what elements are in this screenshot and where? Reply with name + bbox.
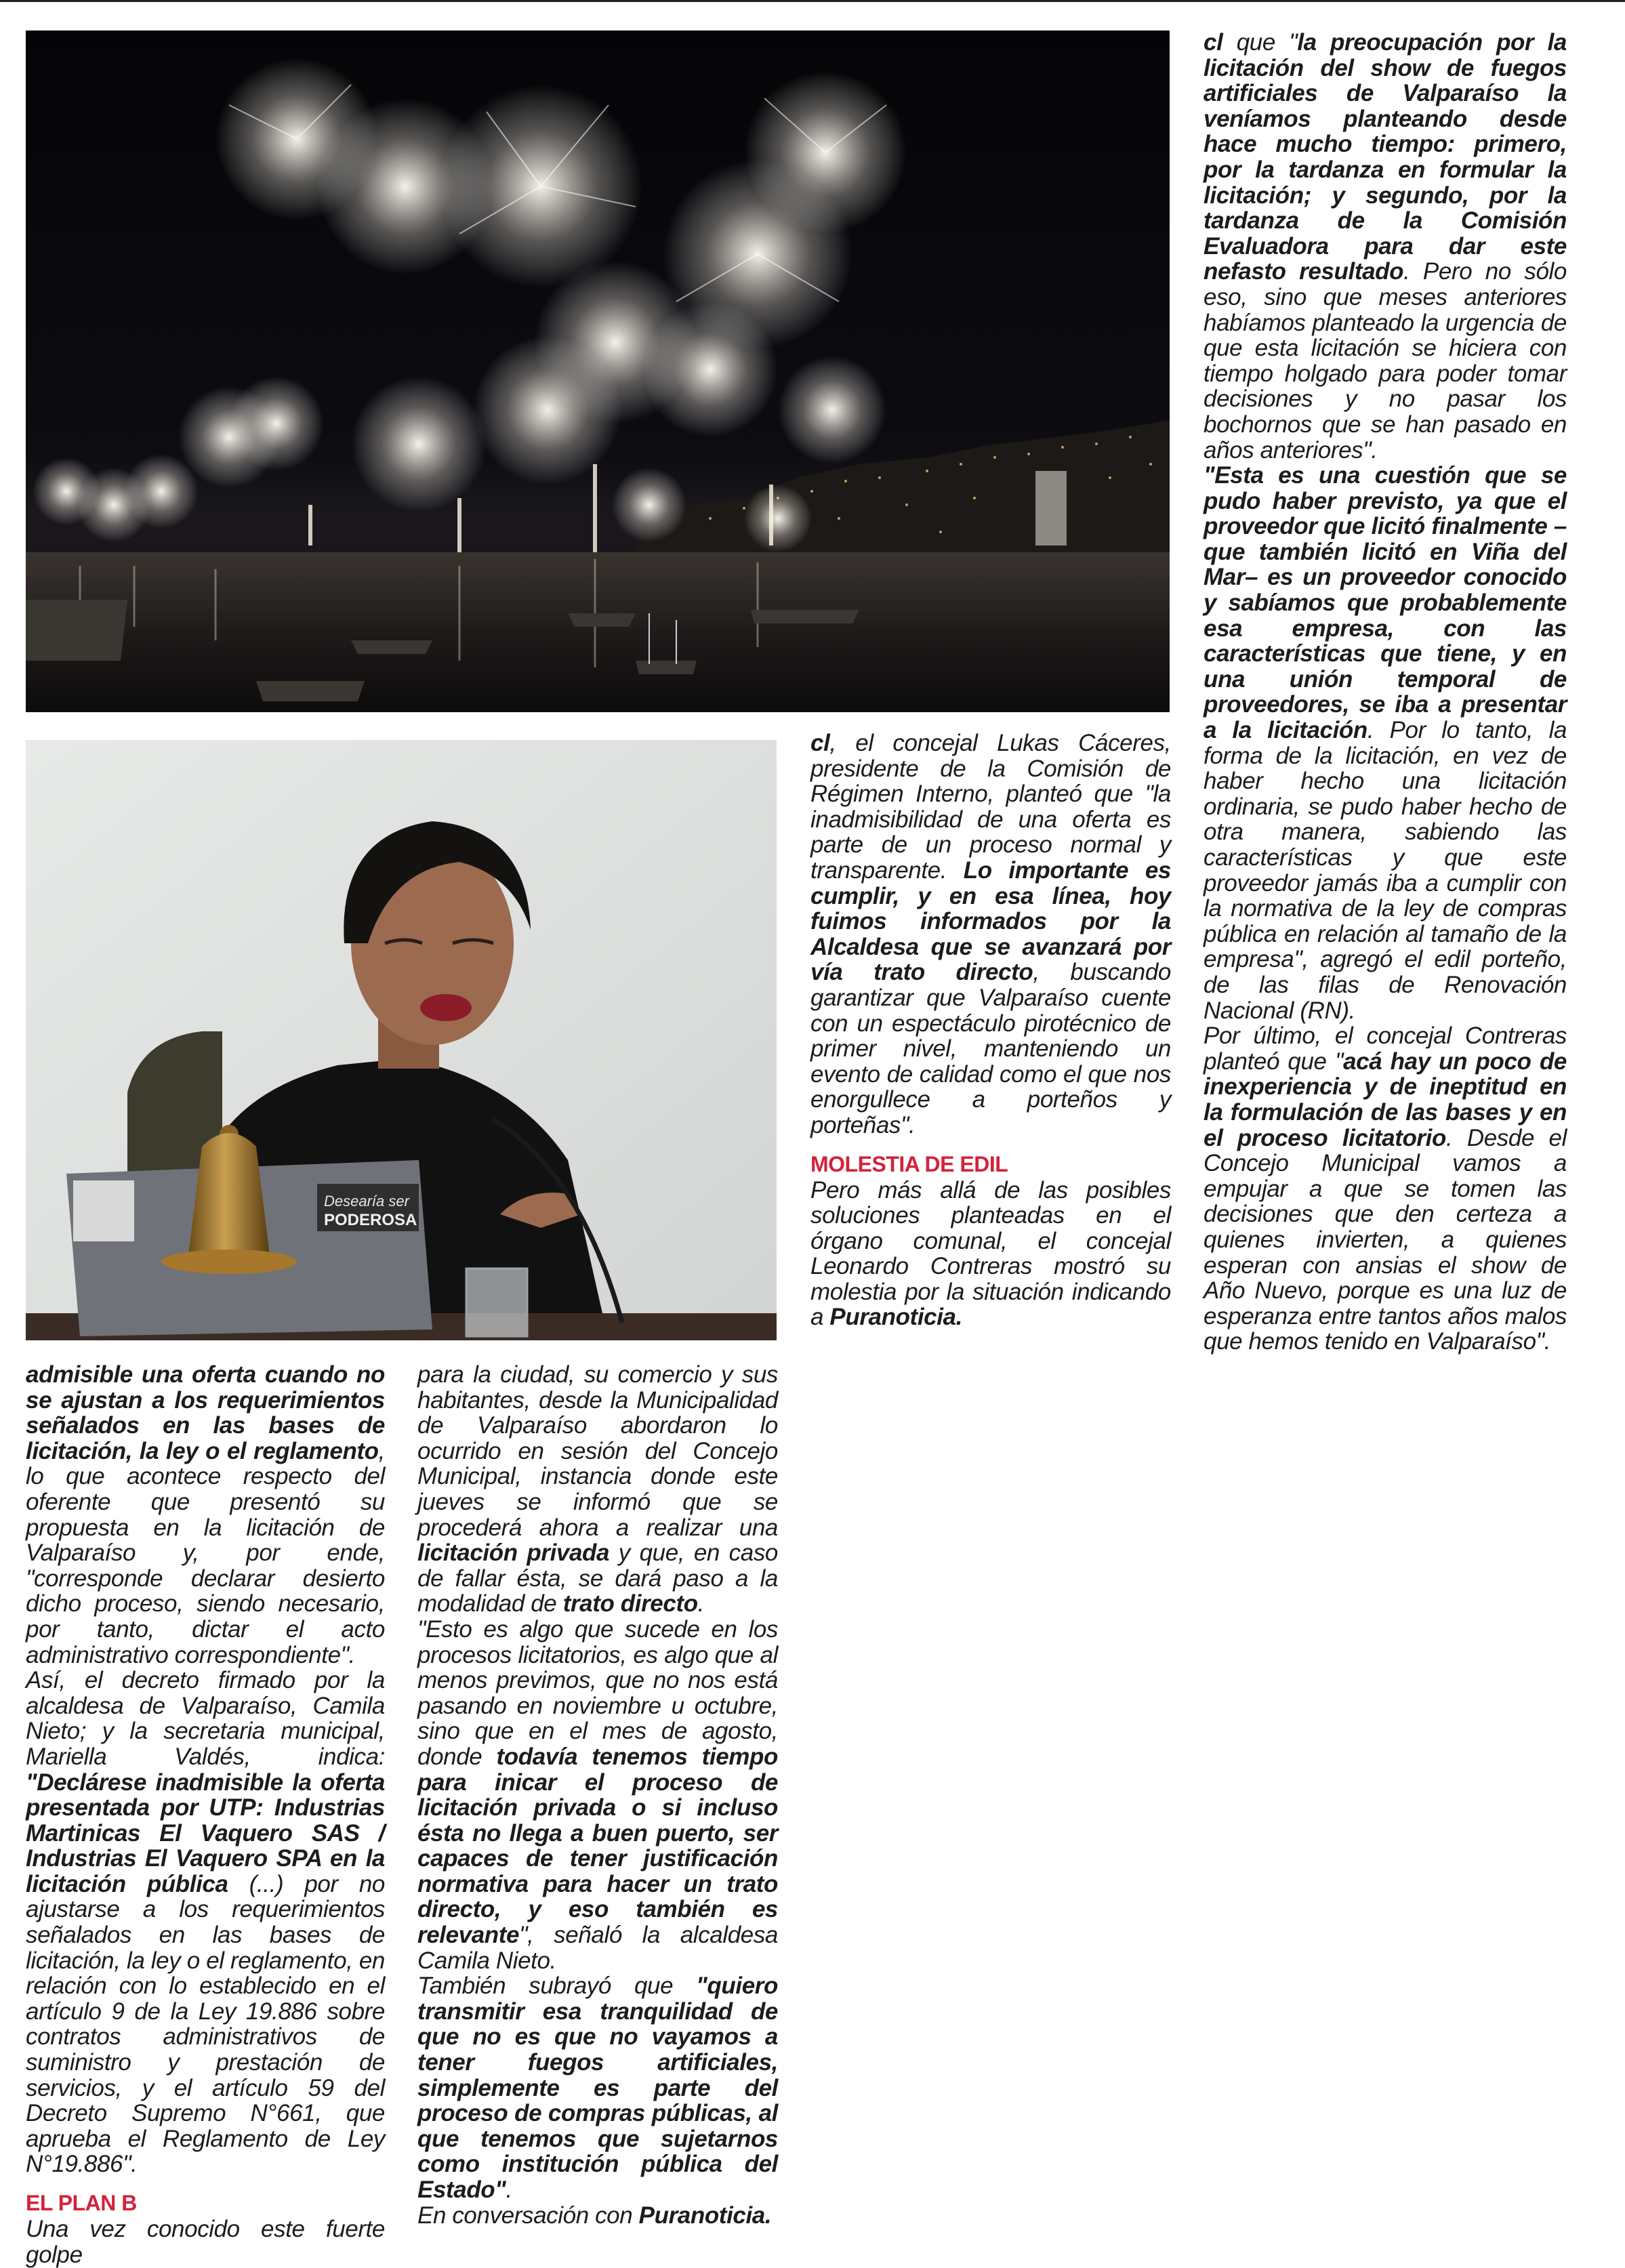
paragraph (810, 1178, 1171, 1331)
bold-text: Puranoticia. (829, 1304, 962, 1331)
text-run: . (697, 1590, 705, 1617)
bold-text: "Esta es una cuestión que se pudo haber previsto, ya que el proveedor que licitó finalmente –que también licitó en Viña del Mar– es un proveedor conocido y sabíamos que probablemente esa empresa, con las características que tiene, y en una unión temporal de proveedores, se iba a presentar a la licitación (1204, 462, 1567, 744)
bold-text: admisible una oferta cuando no se ajustan a los requerimientos señalados en las bases de licitación, la ley o el reglamento (26, 1361, 385, 1464)
text-run: , el concejal Lukas Cáceres, presidente de la Comisión de Régimen Interno, planteó que "la inadmisibilidad de una oferta es parte de un proceso normal y transparente. (810, 730, 1171, 884)
speaker-illustration (26, 740, 777, 1340)
speaker-photo (26, 740, 777, 1340)
text-run: En conversación con (417, 2202, 639, 2229)
text-run: para la ciudad, su comercio y sus habitantes, desde la Municipalidad de Valparaíso abordaron lo ocurrido en sesión del Concejo Municipal, instancia donde este jueves se informó que se procederá ahora a realizar una (417, 1361, 778, 1541)
article-column-bottom-middle (417, 1362, 778, 2228)
bold-text: trato directo (562, 1590, 698, 1617)
laptop-sticker-1: Desearía ser (324, 1193, 409, 1210)
text-run: También subrayó que (417, 1973, 697, 2000)
paragraph (417, 1973, 778, 2202)
paragraph (26, 1362, 385, 1668)
bold-text: "Declárese inadmisible la oferta presentada por UTP: Industrias Martinicas El Vaquero SAS / Industrias El Vaquero SPA en la licitación pública (26, 1769, 385, 1897)
article-column-right (1204, 30, 1567, 1355)
text-run: y que, en caso de fallar ésta, se dará paso a la modalidad de (417, 1540, 778, 1617)
article-column-middle (810, 730, 1171, 1330)
water-glass (466, 1269, 527, 1336)
text-run: Así, el decreto firmado por la alcaldesa de Valparaíso, Camila Nieto; y la secretaria municipal, Mariella Valdés, indica: (26, 1667, 385, 1770)
bold-text: la preocupación por la licitación del show de fuegos artificiales de Valparaíso la veníamos planteando desde hace mucho tiempo: primero, por la tardanza en formular la licitación; y segundo, por la tardanza de la Comisión Evaluadora para dar este nefasto resultado (1204, 29, 1567, 285)
paragraph (417, 2203, 778, 2229)
text-run: Pero más allá de las posibles soluciones planteadas en el órgano comunal, el concejal Leonardo Contreras mostró su molestia por la situación indicando a (810, 1176, 1171, 1331)
laptop-sticker-2: PODEROSA (324, 1211, 417, 1229)
paragraph (1204, 1023, 1567, 1355)
text-run: , lo que acontece respecto del oferente que presentó su propuesta en la licitación de Valparaíso y, por ende, "corresponde declarar desierto dicho proceso, siendo necesario, por tanto, dictar el acto administrativo correspondiente". (26, 1437, 385, 1668)
bold-text: acá hay un poco de inexperiencia y de ineptitud en la formulación de las bases y en el proceso licitatorio (1204, 1048, 1567, 1151)
section-subhead: EL PLAN B (26, 2191, 137, 2215)
tower-building (1035, 471, 1067, 545)
text-run: ", señaló la alcaldesa Camila Nieto. (417, 1922, 778, 1974)
paragraph (810, 730, 1171, 1138)
paragraph (26, 1668, 385, 2177)
text-run: que " (1222, 29, 1298, 56)
text-run: . Por lo tanto, la forma de la licitación, en vez de haber hecho una licitación ordinaria, se pudo haber hecho de otra manera, sabiendo las características y que este proveedor jamás iba a cumplir con la normativa de la ley de compras pública en relación al tamaño de la empresa", agregó el edil porteño, de las filas de Renovación Nacional (RN). (1204, 717, 1567, 1024)
text-run: Por último, el concejal Contreras planteó que " (1204, 1023, 1567, 1075)
paragraph (417, 1617, 778, 1973)
fireworks-illustration (26, 30, 1170, 712)
top-rule (0, 0, 1625, 2)
text-run: , buscando garantizar que Valparaíso cuente con un espectáculo pirotécnico de primer nivel, manteniendo un evento de calidad como el que nos enorgullece a porteños y porteñas". (810, 959, 1171, 1138)
section-subhead: MOLESTIA DE EDIL (810, 1151, 1008, 1176)
text-run: "Esto es algo que sucede en los procesos licitatorios, es algo que al menos previmos, que no nos está pasando en noviembre u octubre, sino que en el mes de agosto, donde (417, 1615, 778, 1770)
paragraph (1204, 30, 1567, 463)
paragraph (26, 2217, 385, 2267)
bold-text: Lo importante es cumplir, y en esa línea, hoy fuimos informados por la Alcaldesa que se avanzará por vía trato directo (810, 857, 1171, 986)
article-column-bottom-left (26, 1362, 385, 2267)
paragraph (1204, 463, 1567, 1023)
bold-text: Puranoticia. (638, 2202, 772, 2229)
bold-text: "quiero transmitir esa tranquilidad de que no es que no vayamos a tener fuegos artificiales, simplemente es parte del proceso de compras públicas, al que tenemos que sujetarnos como institución pública del Estado" (417, 1973, 778, 2203)
bold-text: licitación privada (417, 1540, 610, 1567)
text-run: . Pero no sólo eso, sino que meses anteriores habíamos planteado la urgencia de que esta licitación se hiciera con tiempo holgado para poder tomar decisiones y no pasar los bochornos que se han pasado en años anteriores". (1204, 258, 1567, 463)
paragraph (417, 1362, 778, 1617)
bold-text: cl (1204, 29, 1223, 56)
text-run: . (506, 2177, 512, 2203)
text-run: . Desde el Concejo Municipal vamos a empujar a que se tomen las decisiones que den certeza a quienes invierten, a quienes esperan con ansias el show de Año Nuevo, porque es una luz de esperanza entre tantos años malos que hemos tenido en Valparaíso". (1204, 1124, 1567, 1355)
text-run: Una vez conocido este fuerte golpe (26, 2216, 385, 2268)
fireworks-photo (26, 30, 1170, 712)
bold-text: cl (810, 730, 830, 756)
bold-text: todavía tenemos tiempo para inicar el proceso de licitación privada o si incluso ésta no llega a buen puerto, ser capaces de tener justificación normativa para hacer un trato directo, y eso también es relevante (417, 1743, 778, 1949)
text-run: (...) por no ajustarse a los requerimientos señalados en las bases de licitación, la ley o el reglamento, en relación con lo establecido en el artículo 9 de la Ley 19.886 sobre contratos administrativos de suministro y prestación de servicios, y el artículo 59 del Decreto Supremo N°661, que aprueba el Reglamento de Ley N°19.886". (26, 1870, 385, 2178)
